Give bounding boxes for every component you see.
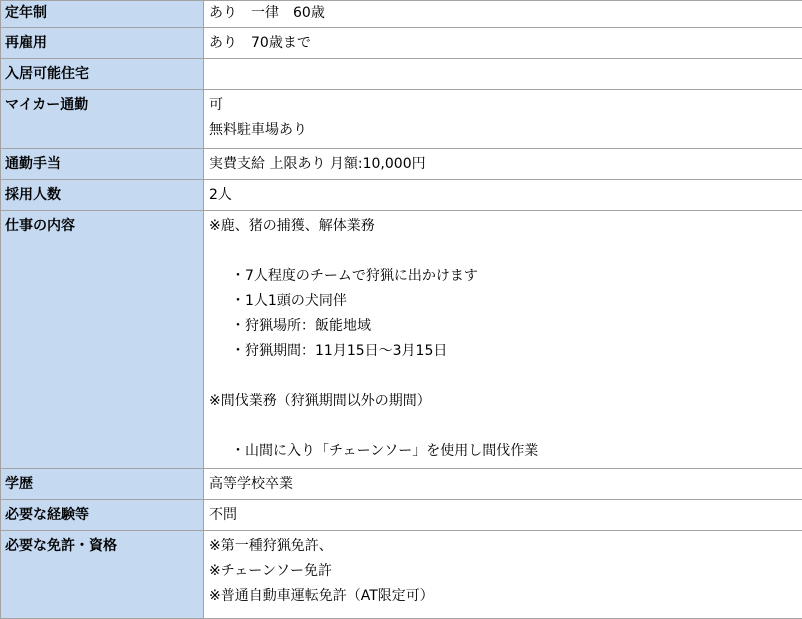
- row-label-retirement: 定年制: [1, 1, 204, 28]
- table-row: [1, 469, 802, 500]
- job-description-line: ・狩猟期間：11月15日～3月15日: [209, 339, 798, 364]
- job-description-line: ・7人程度のチームで狩猟に出かけます: [209, 264, 798, 289]
- table-row: [1, 211, 802, 469]
- table-row: [1, 28, 802, 59]
- row-label-experience: 必要な経験等: [1, 500, 204, 531]
- table-row: [1, 149, 802, 180]
- license-line: ※普通自動車運転免許（AT限定可）: [209, 584, 798, 609]
- license-line: ※チェーンソー免許: [209, 559, 798, 584]
- table-row: [1, 180, 802, 211]
- row-value-licenses: [204, 531, 802, 619]
- table-row: [1, 531, 802, 619]
- job-description-line: ※間伐業務（狩猟期間以外の期間）: [209, 389, 798, 414]
- row-value-job-description: [204, 211, 802, 469]
- job-description-line: ・山間に入り「チェーンソー」を使用し間伐作業: [209, 439, 798, 464]
- row-value-retirement: あり 一律 60歳: [204, 1, 802, 28]
- row-label-job-description: 仕事の内容: [1, 211, 204, 469]
- row-label-housing: 入居可能住宅: [1, 59, 204, 90]
- license-line: ※第一種狩猟免許、: [209, 534, 798, 559]
- car-commute-line: 無料駐車場あり: [209, 118, 798, 143]
- row-label-reemployment: 再雇用: [1, 28, 204, 59]
- row-value-car-commute: [204, 90, 802, 149]
- table-row: [1, 59, 802, 90]
- row-label-commute-allowance: 通勤手当: [1, 149, 204, 180]
- job-description-line: ・狩猟場所：飯能地域: [209, 314, 798, 339]
- row-label-car-commute: マイカー通勤: [1, 90, 204, 149]
- row-value-commute-allowance: 実費支給 上限あり 月額:10,000円: [204, 149, 802, 180]
- row-value-education: 高等学校卒業: [204, 469, 802, 500]
- row-value-hiring-count: 2人: [204, 180, 802, 211]
- job-description-line: ※鹿、猪の捕獲、解体業務: [209, 214, 798, 239]
- row-label-licenses: 必要な免許・資格: [1, 531, 204, 619]
- car-commute-line: 可: [209, 93, 798, 118]
- row-value-experience: 不問: [204, 500, 802, 531]
- row-value-reemployment: あり 70歳まで: [204, 28, 802, 59]
- table-row: [1, 90, 802, 149]
- job-description-line: ・1人1頭の犬同伴: [209, 289, 798, 314]
- row-label-hiring-count: 採用人数: [1, 180, 204, 211]
- row-label-education: 学歴: [1, 469, 204, 500]
- row-value-housing: [204, 59, 802, 90]
- table-row: [1, 1, 802, 28]
- table-row: [1, 500, 802, 531]
